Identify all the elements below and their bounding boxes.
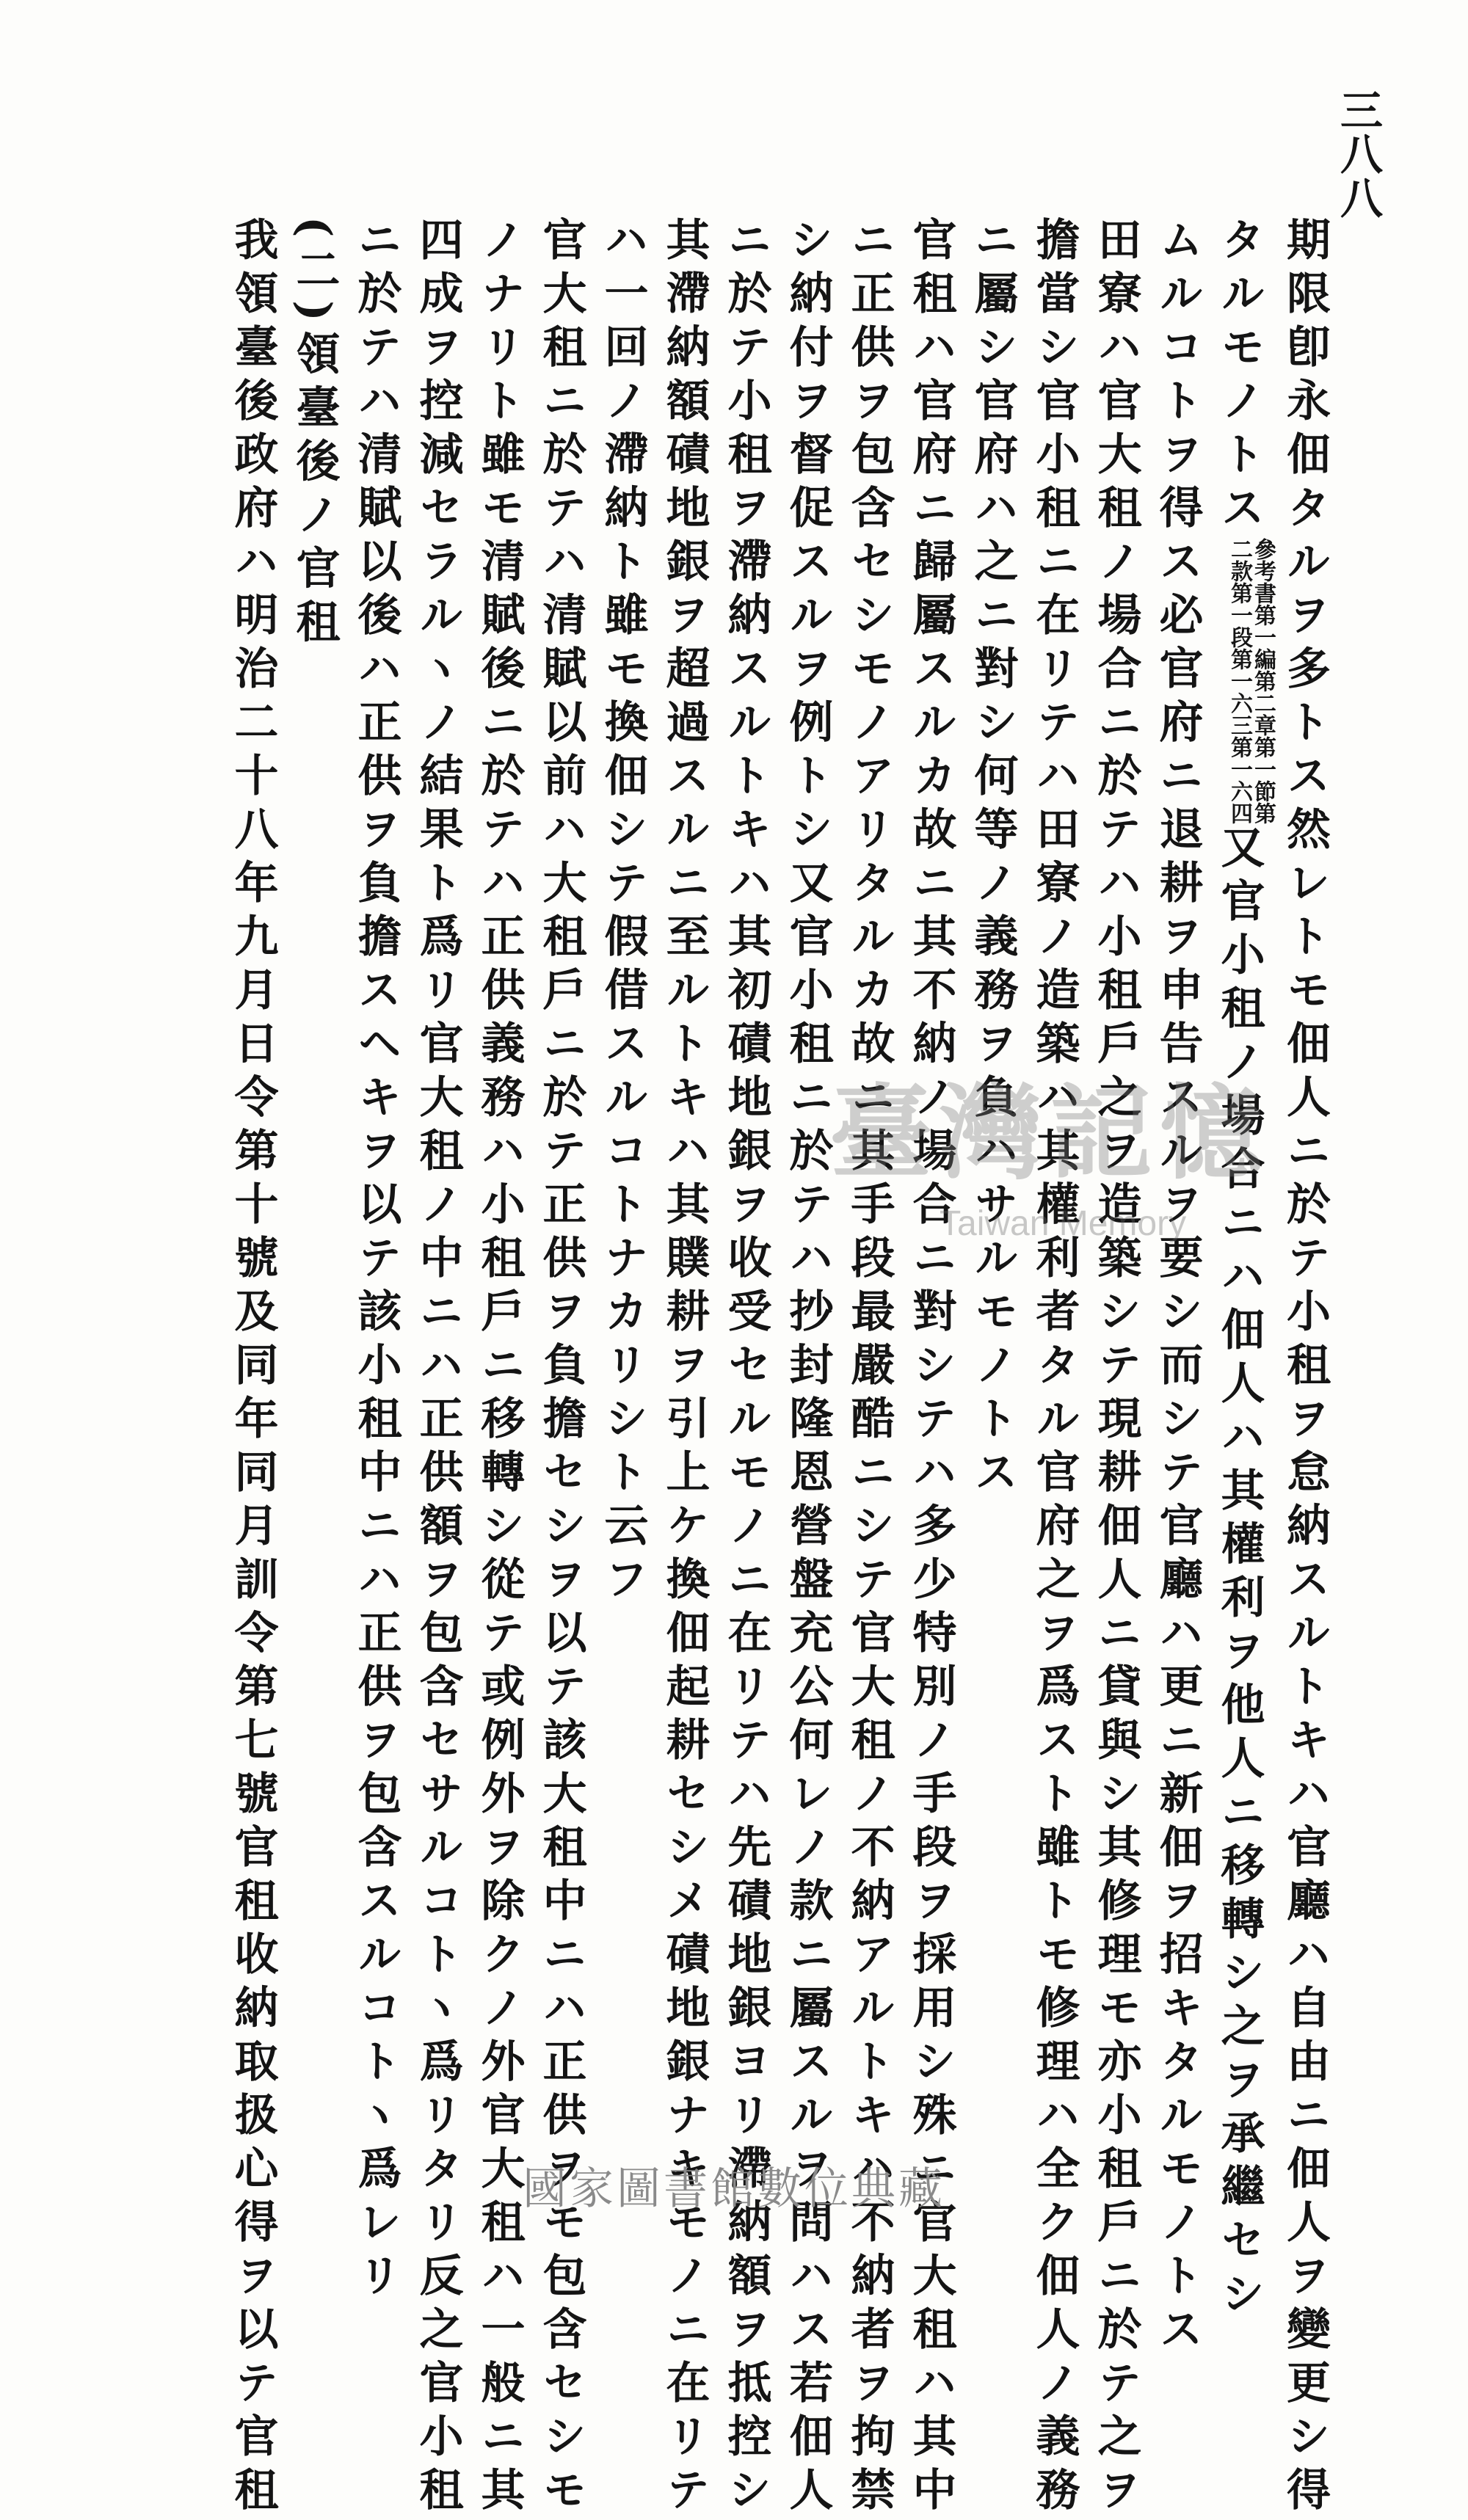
- text-line-1: 期限卽永佃タルヲ多トス然レトモ佃人ニ於テ小租ヲ怠納スルトキハ官廳ハ自由ニ佃人ヲ變更シ得: [1279, 216, 1331, 2520]
- page-number: 三八八: [1333, 88, 1383, 220]
- watermark-title: 臺灣記憶: [829, 1074, 1271, 1194]
- text-line-4: 田寮ハ官大租ノ場合ニ於テハ小租戶之ヲ造築シテ現耕佃人ニ貸與シ其修理モ亦小租戶ニ於テ之ヲ: [1090, 216, 1142, 2520]
- text-line-2-tail: 又官小租ノ場合ニハ佃人ハ其權利ヲ他人ニ移轉シ之ヲ承繼セシ: [1213, 824, 1265, 2324]
- text-line-16: ニ於テハ清賦以後ハ正供ヲ負擔スヘキヲ以テ該小租中ニハ正供ヲ包含スルコトヽ爲レリ: [350, 216, 402, 2306]
- watermark: [829, 1071, 1271, 1292]
- text-line-15: 四成ヲ控減セラルヽノ結果ト爲リ官大租ノ中ニハ正供額ヲ包含セサルコトヽ爲リタリ反之官小租: [412, 216, 464, 2520]
- reference-note: [1227, 538, 1274, 824]
- text-line-6: ニ屬シ官府ハ之ニ對シ何等ノ義務ヲ負ハサルモノトス: [967, 216, 1019, 1502]
- text-line-5: 擔當シ官小租ニ在リテハ田寮ノ造築ハ其權利者タル官府之ヲ爲スト雖トモ修理ハ全ク佃人ノ義務: [1028, 216, 1080, 2520]
- reference-note-line-2: 二款第一段第一六三第一六四: [1227, 538, 1252, 824]
- text-line-8: ニ正供ヲ包含セシモノアリタルカ故ニ其手段最嚴酷ニシテ官大租ノ不納アルトキハ不納者ヲ拘禁: [843, 216, 895, 2520]
- text-line-14: ノナリト雖モ清賦後ニ於テハ正供義務ハ小租戶ニ移轉シ從テ或例外ヲ除クノ外官大租ハ一般ニ其: [473, 216, 526, 2520]
- text-line-10: ニ於テ小租ヲ滯納スルトキハ其初磧地銀ヲ收受セルモノニ在リテハ先磧地銀ヨリ滯納額ヲ抵控シ: [720, 216, 772, 2520]
- text-line-18: 我領臺後政府ハ明治二十八年九月日令第十號及同年同月訓令第七號官租收納取扱心得ヲ以テ官租: [227, 216, 279, 2520]
- reference-note-line-1: 參考書第一編第二章第一節第: [1250, 538, 1276, 824]
- text-line-9: シ納付ヲ督促スルヲ例トシ又官小租ニ於テハ抄封隆恩營盤充公何レノ款ニ屬スルヲ問ハス若佃人: [782, 216, 834, 2520]
- section-heading: (二)領臺後ノ官租: [288, 216, 341, 652]
- text-line-3: ムルコトヲ得ス必官府ニ退耕ヲ申告スルヲ要シ而シテ官廳ハ更ニ新佃ヲ招キタルモノトス: [1152, 216, 1204, 2359]
- text-line-7: 官租ハ官府ニ歸屬スルカ故ニ其不納ノ場合ニ對シテハ多少特別ノ手段ヲ採用シ殊ニ官大租ハ其中: [905, 216, 957, 2520]
- text-line-2-head: タルモノトス: [1213, 216, 1265, 538]
- text-line-11: 其滯納額磧地銀ヲ超過スルニ至ルトキハ其贌耕ヲ引上ケ換佃起耕セシメ磧地銀ナキモノニ在リテ: [658, 216, 711, 2520]
- footer-credit: 國家圖書館數位典藏: [523, 2163, 945, 2215]
- text-line-12: ハ一回ノ滯納ト雖モ換佃シテ假借スルコトナカリシト云フ: [597, 216, 649, 1609]
- watermark-subtitle: Taiwan Memory: [940, 1204, 1187, 1243]
- text-line-13: 官大租ニ於テハ清賦以前ハ大租戶ニ於テ正供ヲ負擔セシヲ以テ該大租中ニハ正供ヲモ包含セシモ: [535, 216, 587, 2520]
